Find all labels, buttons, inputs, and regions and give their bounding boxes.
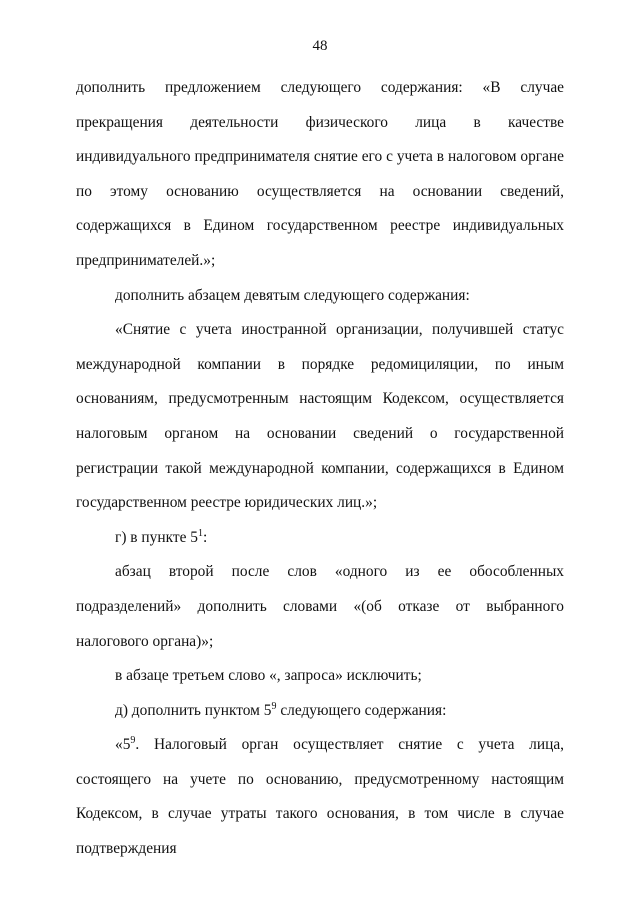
paragraph-item-g xyxy=(76,521,564,556)
point-5-9-superscript: 9 xyxy=(130,735,136,747)
point-5-9-text: . Налоговый орган осуществляет снятие с учета лица, состоящего на учете по основанию, предусмотренному настоящим Кодексом, в случае утраты такого основания, в том числе в случае подтверждения xyxy=(76,736,564,858)
item-d-superscript: 9 xyxy=(271,700,277,712)
item-d-tail: следующего содержания: xyxy=(276,701,447,719)
paragraph-third-subparagraph: в абзаце третьем слово «, запроса» исключить; xyxy=(115,667,422,685)
document-body xyxy=(76,71,564,867)
item-g-colon: : xyxy=(202,528,208,546)
item-d-text: д) дополнить пунктом 5 xyxy=(115,701,272,719)
item-g-text: г) в пункте 5 xyxy=(115,528,198,546)
item-g-superscript: 1 xyxy=(197,527,203,539)
paragraph-amend-sentence: дополнить предложением следующего содержания: «В случае прекращения деятельности физического лица в качестве индивидуального предпринимателя снятие его с учета в налоговом органе по этому основанию осуществляется на основании сведений, содержащихся в Едином государственном реестре индивидуальных предпринимателей.»; xyxy=(76,79,564,269)
paragraph-international-company: «Снятие с учета иностранной организации, получившей статус международной компании в порядке редомициляции, по иным основаниям, предусмотренным настоящим Кодексом, осуществляется налоговым органом на основании сведений о государственной регистрации такой международной компании, содержащихся в Едином государственном реестре юридических лиц.»; xyxy=(76,321,564,512)
paragraph-add-ninth-subparagraph: дополнить абзацем девятым следующего содержания: xyxy=(115,286,470,304)
paragraph-second-subparagraph: абзац второй после слов «одного из ее обособленных подразделений» дополнить словами «(об отказе от выбранного налогового органа)»; xyxy=(76,563,564,650)
page-number: 48 xyxy=(312,38,328,54)
point-5-9-open: «5 xyxy=(115,736,131,754)
paragraph-item-d xyxy=(76,694,564,729)
paragraph-point-5-9 xyxy=(76,728,564,866)
